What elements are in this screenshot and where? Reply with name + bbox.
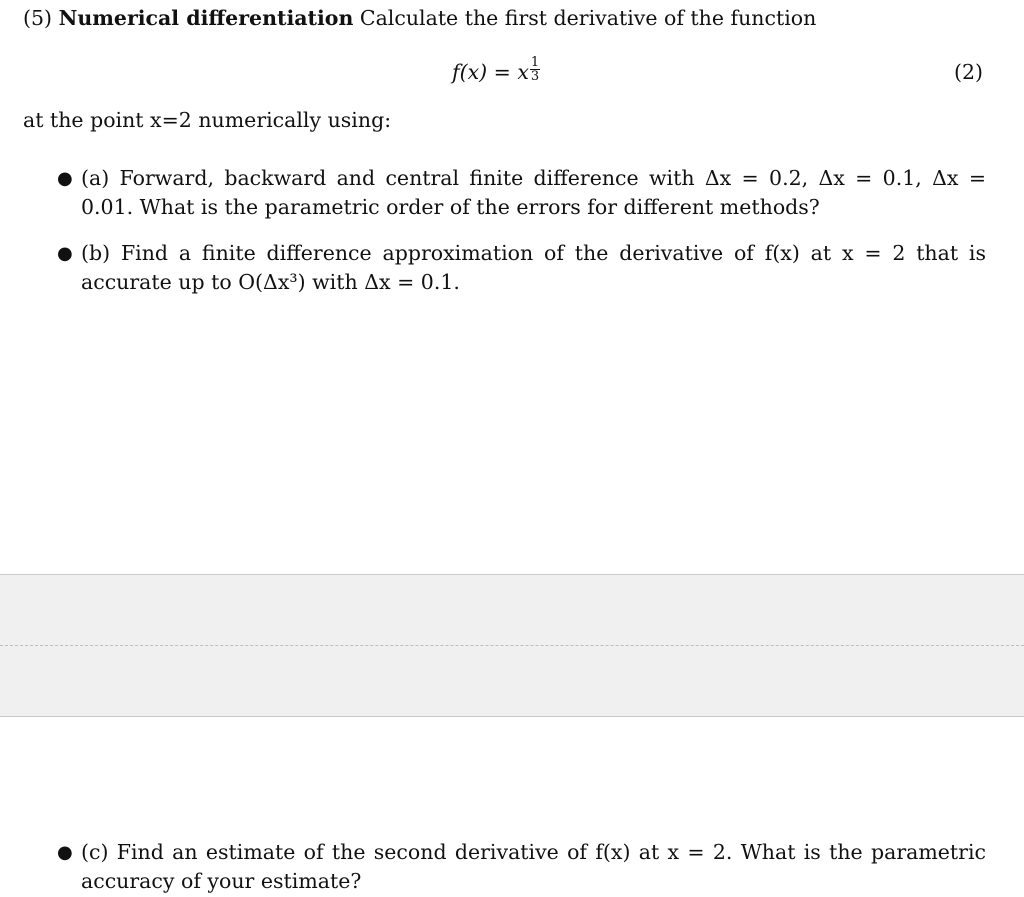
item-b-text: (b) Find a finite difference approximation of the derivative of f(x) at x = 2 that is accurate up to O(Δx³) with Δx = 0.1. — [81, 241, 986, 294]
problem-title: Numerical differentiation — [58, 6, 354, 30]
page-break-band — [0, 574, 1024, 717]
item-c-text: (c) Find an estimate of the second derivative of f(x) at x = 2. What is the parametric accuracy of your estimate? — [81, 840, 986, 893]
bullet-icon: ● — [57, 243, 73, 264]
problem-number: (5) — [23, 6, 53, 30]
point-text: at the point x=2 numerically using: — [23, 108, 392, 132]
bullet-icon: ● — [57, 842, 73, 863]
equation-exponent — [530, 56, 540, 83]
problem-intro: Calculate the first derivative of the function — [359, 6, 817, 30]
exponent-denominator: 3 — [530, 69, 540, 84]
page-break-divider — [0, 645, 1024, 646]
function-equation — [452, 55, 540, 87]
equation-lhs: f(x) = x — [452, 60, 529, 84]
problem-heading — [23, 4, 816, 33]
equation-number: (2) — [954, 60, 984, 84]
exponent-numerator: 1 — [530, 55, 540, 70]
item-a-text: (a) Forward, backward and central finite difference with Δx = 0.2, Δx = 0.1, Δx = 0.01. What is the parametric order of the errors for different methods? — [81, 166, 986, 219]
bullet-icon: ● — [57, 168, 73, 189]
